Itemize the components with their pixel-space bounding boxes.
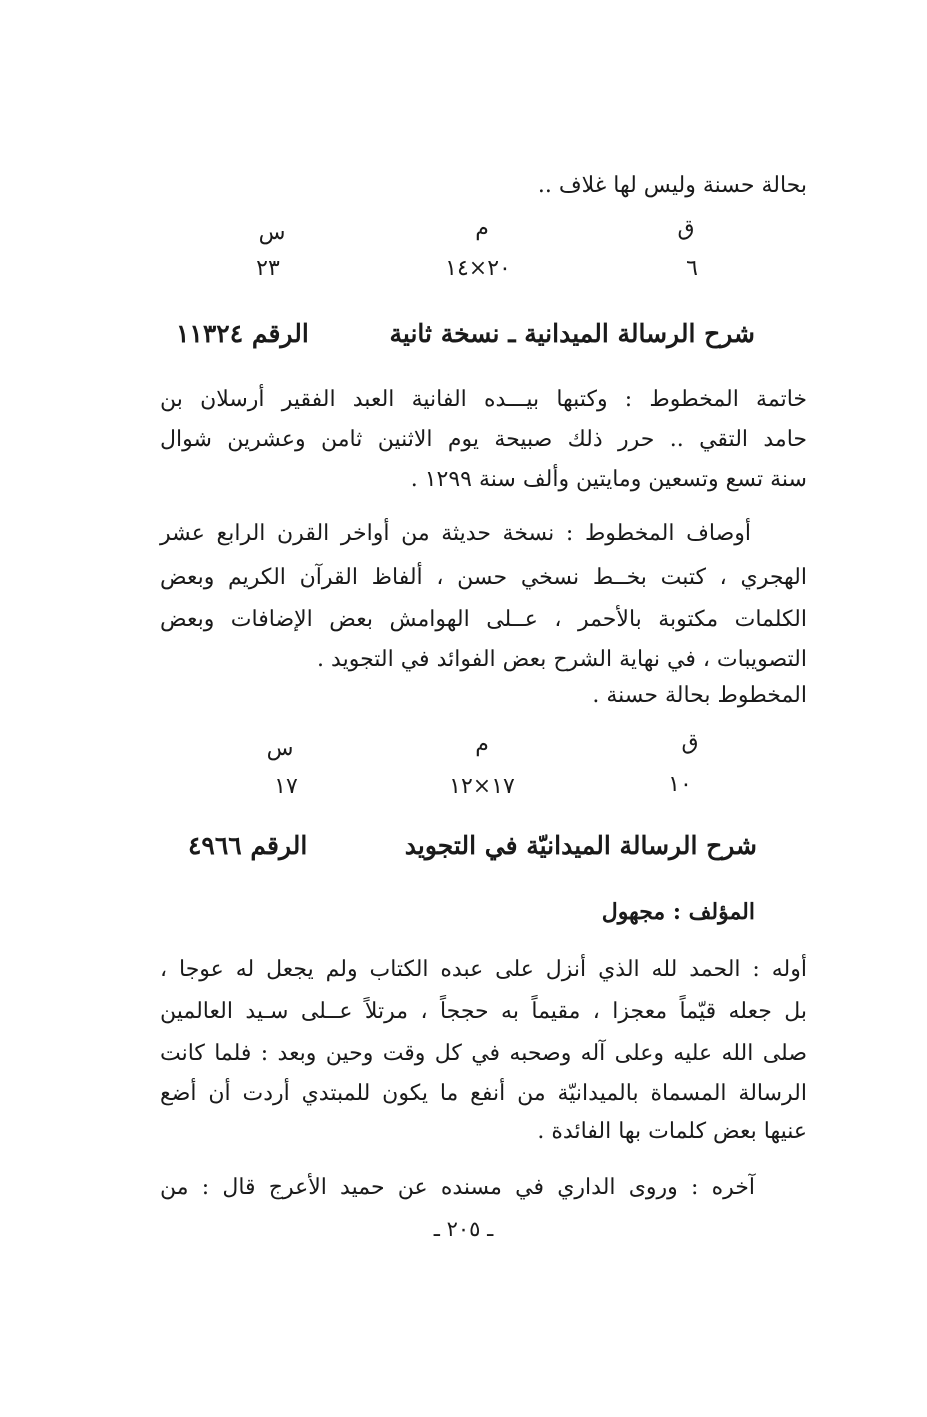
entry1-awsaf-line-1: أوصاف المخطوط : نسخة حديثة من أواخر القرن الرابع عشر bbox=[160, 521, 751, 546]
entry2-awwal-line-4: الرسالة المسماة بالميدانيّة من أنفع ما يكون للمبتدي أردت أن أضع bbox=[160, 1081, 807, 1106]
entry1-title: شرح الرسالة الميدانية ـ نسخة ثانية bbox=[389, 319, 755, 348]
entry2-awwal-line-5: عنيها بعض كلمات بها الفائدة . bbox=[537, 1119, 807, 1144]
entry1-khatima-line-1: خاتمة المخطوط : وكتبها بيـــده الفانية العبد الفقير أرسلان بن bbox=[160, 387, 807, 412]
entry1-awsaf-line-3: الكلمات مكتوبة بالأحمر ، عــلى الهوامش بعض الإضافات وبعض bbox=[160, 607, 807, 632]
page-number: ـ ٢٠٥ ـ bbox=[433, 1217, 494, 1241]
table1-header-q: ق bbox=[677, 216, 695, 241]
entry2-title: شرح الرسالة الميدانيّة في التجويد bbox=[404, 831, 757, 860]
entry2-awwal-line-3: صلى الله عليه وعلى آله وصحبه في كل وقت وحين وبعد : فلما كانت bbox=[160, 1041, 807, 1066]
table2-value-s: ١٧ bbox=[274, 774, 298, 799]
table1-value-s: ٢٣ bbox=[256, 256, 280, 281]
table1-header-m: م bbox=[475, 216, 489, 241]
entry2-author: المؤلف : مجهول bbox=[601, 899, 755, 925]
table2-value-m: ١٧×١٢ bbox=[449, 774, 515, 799]
table1-header-s: س bbox=[258, 220, 286, 245]
entry1-awsaf-line-5: المخطوط بحالة حسنة . bbox=[592, 683, 807, 708]
entry1-number: الرقم ١١٣٢٤ bbox=[176, 319, 309, 348]
entry2-number: الرقم ٤٩٦٦ bbox=[188, 831, 308, 860]
intro-line: بحالة حسنة وليس لها غلاف .. bbox=[537, 173, 807, 198]
entry2-awwal-line-2: بل جعله قيّماً معجزا ، مقيماً به حججاً ، مرتلاً عــلى سـيد العالمين bbox=[160, 999, 807, 1024]
table1-value-m: ٢٠×١٤ bbox=[445, 256, 511, 281]
entry2-awwal-line-1: أوله : الحمد لله الذي أنزل على عبده الكتاب ولم يجعل له عوجا ، bbox=[160, 957, 807, 982]
entry1-khatima-line-2: حامد التقي .. حرر ذلك صبيحة يوم الاثنين ثامن وعشرين شوال bbox=[160, 427, 807, 452]
entry1-khatima-line-3: سنة تسع وتسعين ومايتين وألف سنة ١٢٩٩ . bbox=[410, 467, 807, 492]
table1-value-q: ٦ bbox=[686, 256, 698, 281]
entry1-awsaf-line-2: الهجري ، كتبت بخــط نسخي حسن ، ألفاظ القرآن الكريم وبعض bbox=[160, 565, 807, 590]
entry2-akhir-line: آخره : وروى الداري في مسنده عن حميد الأعرج قال : من bbox=[160, 1175, 755, 1200]
table2-value-q: ١٠ bbox=[668, 772, 692, 797]
entry1-awsaf-line-4: التصويبات ، في نهاية الشرح بعض الفوائد في التجويد . bbox=[317, 647, 807, 672]
table2-header-q: ق bbox=[681, 730, 699, 755]
table2-header-m: م bbox=[475, 732, 489, 757]
table2-header-s: س bbox=[266, 736, 294, 761]
